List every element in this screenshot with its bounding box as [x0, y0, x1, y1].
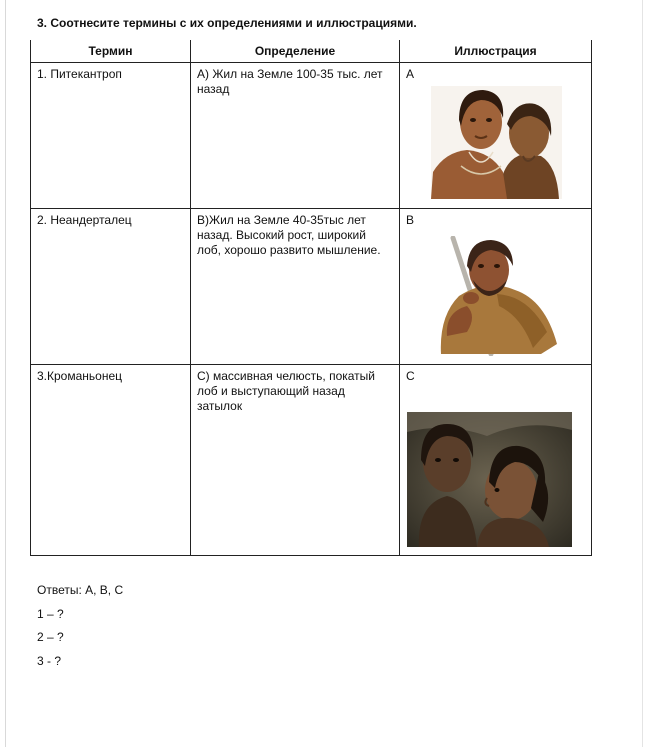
table-row	[31, 365, 592, 556]
table-row	[31, 209, 592, 365]
header-illustration: Иллюстрация	[400, 40, 592, 63]
header-term: Термин	[31, 40, 191, 63]
answers-block	[37, 583, 123, 677]
illustration-cell	[400, 365, 592, 556]
answer-line-1: 1 – ?	[37, 606, 64, 621]
illustration-cell	[400, 209, 592, 365]
illustration-cell	[400, 63, 592, 209]
page-edge-left	[5, 0, 6, 747]
task-title: 3. Соотнесите термины с их определениями и иллюстрациями.	[37, 16, 417, 30]
matching-table	[30, 40, 592, 556]
definition-cell: С) массивная челюсть, покатый лоб и выступающий назад затылок	[191, 365, 400, 556]
term-cell: 1. Питекантроп	[31, 63, 191, 209]
header-definition: Определение	[191, 40, 400, 63]
answer-line-2: 2 – ?	[37, 630, 64, 644]
answers-options: Ответы: А, В, С	[37, 583, 124, 597]
definition-cell: В)Жил на Земле 40-35тыс лет назад. Высокий рост, широкий лоб, хорошо развито мышление.	[191, 209, 400, 365]
two-cro-magnon-heads-image	[407, 412, 572, 547]
illustration-label: С	[406, 369, 415, 383]
term-cell: 3.Кроманьонец	[31, 365, 191, 556]
table-header-row	[31, 40, 592, 63]
neanderthal-with-spear-image	[437, 236, 561, 356]
definition-cell: А) Жил на Земле 100-35 тыс. лет назад	[191, 63, 400, 209]
page-edge-right	[642, 0, 643, 747]
illustration-label: А	[406, 67, 415, 81]
table-row	[31, 63, 592, 209]
two-early-humans-portrait-image	[431, 86, 562, 199]
answer-line-3: 3 - ?	[37, 653, 62, 668]
term-cell: 2. Неандерталец	[31, 209, 191, 365]
illustration-label: В	[406, 213, 415, 227]
